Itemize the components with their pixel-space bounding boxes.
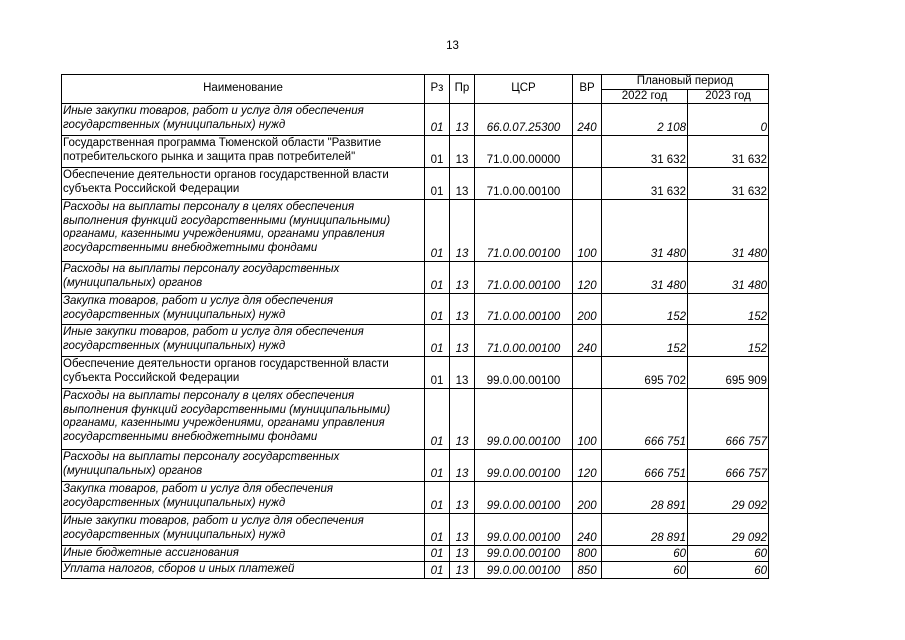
header-year-2022: 2022 год [602, 89, 688, 104]
cell-vr: 240 [573, 514, 602, 546]
table-row [62, 514, 769, 546]
cell-csr: 66.0.07.25300 [475, 104, 573, 136]
cell-name: Расходы на выплаты персоналу государственных (муниципальных) органов [62, 450, 425, 482]
cell-vr [573, 168, 602, 200]
cell-csr: 71.0.00.00100 [475, 325, 573, 357]
cell-2023: 31 632 [688, 168, 769, 200]
cell-vr: 240 [573, 325, 602, 357]
cell-2022: 152 [602, 294, 688, 325]
budget-table [61, 74, 769, 579]
cell-csr: 71.0.00.00100 [475, 200, 573, 262]
cell-csr: 99.0.00.00100 [475, 450, 573, 482]
cell-name: Расходы на выплаты персоналу государственных (муниципальных) органов [62, 262, 425, 294]
cell-csr: 99.0.00.00100 [475, 389, 573, 450]
cell-rz: 01 [425, 450, 450, 482]
cell-2023: 695 909 [688, 357, 769, 389]
table-row [62, 546, 769, 562]
cell-csr: 99.0.00.00100 [475, 482, 573, 514]
table-row [62, 200, 769, 262]
table-row [62, 104, 769, 136]
cell-2023: 152 [688, 325, 769, 357]
cell-2022: 60 [602, 562, 688, 579]
header-rz: Рз [425, 75, 450, 104]
cell-2023: 60 [688, 546, 769, 562]
cell-rz: 01 [425, 200, 450, 262]
header-row [62, 75, 769, 90]
cell-rz: 01 [425, 262, 450, 294]
cell-pr: 13 [450, 389, 475, 450]
header-name: Наименование [62, 75, 425, 104]
cell-rz: 01 [425, 562, 450, 579]
cell-vr: 120 [573, 450, 602, 482]
cell-2022: 31 632 [602, 136, 688, 168]
table-row [62, 389, 769, 450]
header-csr: ЦСР [475, 75, 573, 104]
cell-2023: 152 [688, 294, 769, 325]
cell-vr: 100 [573, 389, 602, 450]
cell-csr: 71.0.00.00000 [475, 136, 573, 168]
cell-name: Расходы на выплаты персоналу в целях обеспечения выполнения функций государственными (муниципальными) органами, казенными учреждениями, органами управления государственными внебюджетными фондами [62, 200, 425, 262]
cell-csr: 71.0.00.00100 [475, 294, 573, 325]
cell-rz: 01 [425, 357, 450, 389]
table-header [62, 75, 769, 104]
cell-pr: 13 [450, 514, 475, 546]
page-number: 13 [446, 40, 459, 52]
cell-vr: 120 [573, 262, 602, 294]
cell-2023: 666 757 [688, 389, 769, 450]
cell-pr: 13 [450, 482, 475, 514]
cell-vr: 100 [573, 200, 602, 262]
header-planned-period: Плановый период [602, 75, 769, 90]
table-row [62, 168, 769, 200]
table-row [62, 136, 769, 168]
cell-rz: 01 [425, 168, 450, 200]
cell-vr: 200 [573, 294, 602, 325]
cell-vr: 240 [573, 104, 602, 136]
cell-name: Иные закупки товаров, работ и услуг для обеспечения государственных (муниципальных) нужд [62, 104, 425, 136]
cell-csr: 99.0.00.00100 [475, 546, 573, 562]
table-body [62, 104, 769, 579]
cell-pr: 13 [450, 136, 475, 168]
cell-name: Расходы на выплаты персоналу в целях обеспечения выполнения функций государственными (муниципальными) органами, казенными учреждениями, органами управления государственными внебюджетными фондами [62, 389, 425, 450]
cell-rz: 01 [425, 546, 450, 562]
cell-2022: 60 [602, 546, 688, 562]
cell-2022: 152 [602, 325, 688, 357]
cell-name: Уплата налогов, сборов и иных платежей [62, 562, 425, 579]
table-row [62, 325, 769, 357]
header-pr: Пр [450, 75, 475, 104]
cell-pr: 13 [450, 200, 475, 262]
table-row [62, 294, 769, 325]
cell-2023: 666 757 [688, 450, 769, 482]
table-row [62, 357, 769, 389]
table-row [62, 482, 769, 514]
cell-rz: 01 [425, 104, 450, 136]
cell-pr: 13 [450, 325, 475, 357]
cell-csr: 99.0.00.00100 [475, 562, 573, 579]
cell-2022: 666 751 [602, 389, 688, 450]
cell-rz: 01 [425, 294, 450, 325]
cell-rz: 01 [425, 325, 450, 357]
cell-2022: 2 108 [602, 104, 688, 136]
cell-rz: 01 [425, 514, 450, 546]
cell-pr: 13 [450, 168, 475, 200]
cell-pr: 13 [450, 450, 475, 482]
cell-csr: 71.0.00.00100 [475, 262, 573, 294]
cell-name: Закупка товаров, работ и услуг для обеспечения государственных (муниципальных) нужд [62, 482, 425, 514]
cell-2023: 60 [688, 562, 769, 579]
cell-pr: 13 [450, 294, 475, 325]
cell-2023: 31 480 [688, 262, 769, 294]
cell-name: Государственная программа Тюменской области "Развитие потребительского рынка и защита прав потребителей" [62, 136, 425, 168]
cell-csr: 71.0.00.00100 [475, 168, 573, 200]
table-row [62, 562, 769, 579]
cell-2023: 31 480 [688, 200, 769, 262]
cell-vr [573, 357, 602, 389]
cell-2023: 0 [688, 104, 769, 136]
cell-vr [573, 136, 602, 168]
cell-2023: 31 632 [688, 136, 769, 168]
cell-rz: 01 [425, 482, 450, 514]
cell-rz: 01 [425, 136, 450, 168]
cell-2023: 29 092 [688, 514, 769, 546]
table-row [62, 450, 769, 482]
cell-vr: 200 [573, 482, 602, 514]
cell-pr: 13 [450, 357, 475, 389]
cell-name: Закупка товаров, работ и услуг для обеспечения государственных (муниципальных) нужд [62, 294, 425, 325]
cell-name: Обеспечение деятельности органов государственной власти субъекта Российской Федерации [62, 168, 425, 200]
header-year-2023: 2023 год [688, 89, 769, 104]
cell-name: Иные закупки товаров, работ и услуг для обеспечения государственных (муниципальных) нужд [62, 325, 425, 357]
cell-vr: 800 [573, 546, 602, 562]
cell-2023: 29 092 [688, 482, 769, 514]
table-row [62, 262, 769, 294]
cell-vr: 850 [573, 562, 602, 579]
cell-name: Иные закупки товаров, работ и услуг для обеспечения государственных (муниципальных) нужд [62, 514, 425, 546]
header-vr: ВР [573, 75, 602, 104]
cell-2022: 28 891 [602, 514, 688, 546]
cell-2022: 31 632 [602, 168, 688, 200]
cell-2022: 695 702 [602, 357, 688, 389]
cell-csr: 99.0.00.00100 [475, 357, 573, 389]
cell-2022: 31 480 [602, 262, 688, 294]
cell-2022: 31 480 [602, 200, 688, 262]
cell-csr: 99.0.00.00100 [475, 514, 573, 546]
cell-2022: 666 751 [602, 450, 688, 482]
cell-name: Иные бюджетные ассигнования [62, 546, 425, 562]
cell-pr: 13 [450, 104, 475, 136]
cell-2022: 28 891 [602, 482, 688, 514]
cell-rz: 01 [425, 389, 450, 450]
cell-pr: 13 [450, 262, 475, 294]
cell-pr: 13 [450, 546, 475, 562]
cell-pr: 13 [450, 562, 475, 579]
cell-name: Обеспечение деятельности органов государственной власти субъекта Российской Федерации [62, 357, 425, 389]
